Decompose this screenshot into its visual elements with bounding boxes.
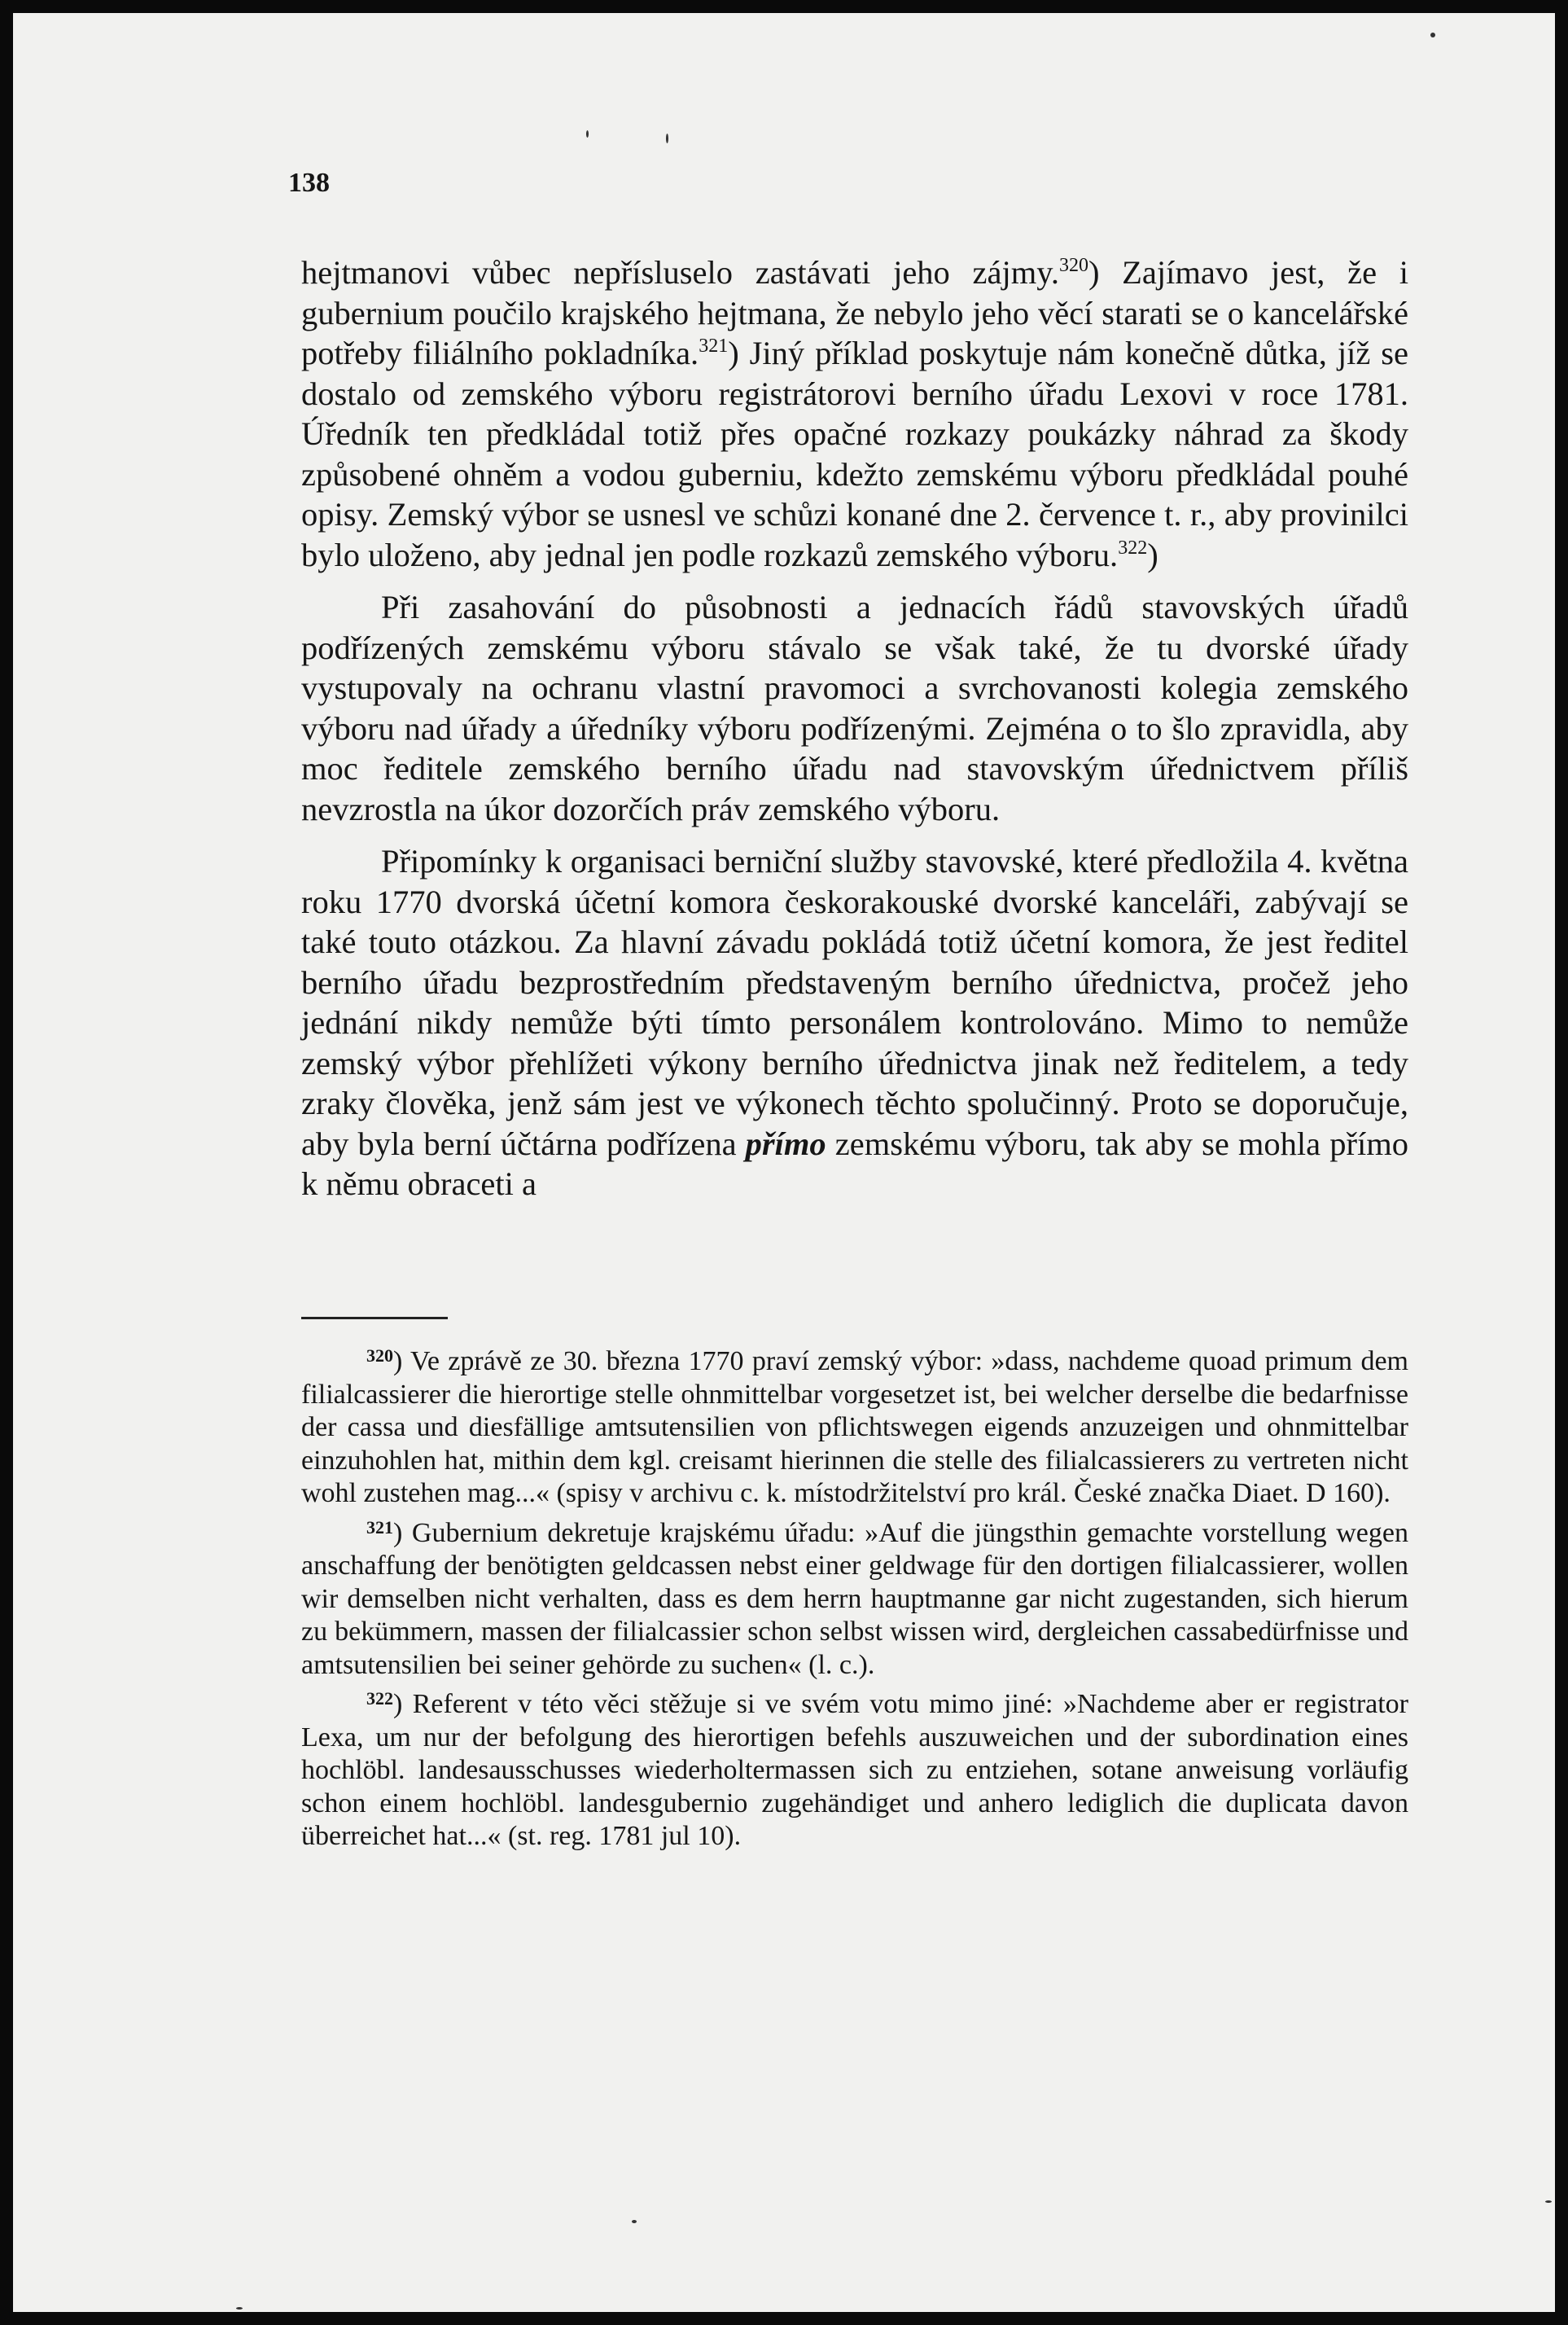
footnote-text: ) Referent v této věci stěžuje si ve svém votu mimo jiné: »Nachdeme aber er registrator Lexa, um nur der befolgung des hierortigen befehls auszuweichen und der subordination eines hochlöbl. landesausschusses wiederholtermassen sich zu entziehen, sotane anweisung vorläufig schon einem hochlöbl. landesgubernio zugehändiget und anhero lediglich die duplicata davon überreichet hat...« (st. reg. 1781 jul 10). xyxy=(301,1689,1408,1851)
footnote-ref-320: 320 xyxy=(1058,255,1088,276)
footnote-ref-322: 322 xyxy=(1118,537,1148,559)
paragraph-1-text-c: ) Jiný příklad poskytuje nám konečně důtka, jíž se dostalo od zemského výboru registrátorovi berního úřadu Lexovi v roce 1781. Úředník ten předkládal totiž přes opačné rozkazy poukázky náhrad za škody způsobené ohněm a vodou guberniu, kdežto zemskému výboru předkládal pouhé opisy. Zemský výbor se usnesl ve schůzi konané dne 2. července t. r., aby provinilci bylo uloženo, aby jednal jen podle rozkazů zemského výboru. xyxy=(301,335,1408,573)
scan-speck xyxy=(1545,2200,1552,2203)
scan-speck xyxy=(632,2220,637,2223)
footnote-text: ) Ve zprávě ze 30. března 1770 praví zemský výbor: »dass, nachdeme quoad primum dem filialcassierer die hierortige stelle ohnmittelbar vorgesetzet ist, bei welcher derselbe die bedarfnisse der cassa und diesfällige amtsutensilien von pflichtswegen eigends anzuzeigen und ohnmittelbar einzuhohlen hat, mithin dem kgl. creisamt hierinnen die stelle des filialcassierers zu vertreten nicht wohl zustehen mag...« (spisy v archivu c. k. místodržitelství pro král. České značka Diaet. D 160). xyxy=(301,1346,1408,1508)
scan-speck xyxy=(666,134,668,143)
paragraph-1 xyxy=(301,252,1408,575)
footnote-ref-321: 321 xyxy=(699,336,729,357)
paragraph-3-text-a: Připomínky k organisaci berniční služby stavovské, které předložila 4. května roku 1770 dvorská účetní komora českorakouské dvorské kanceláři, zabývají se také touto otázkou. Za hlavní závadu pokládá totiž účetní komora, že jest ředitel berního úřadu bezprostředním představeným berního úřednictva, pročež jeho jednání nikdy nemůže býti tímto personálem kontrolováno. Mimo to nemůže zemský výbor přehlížeti výkony berního úřednictva jinak než ředitelem, a tedy zraky člověka, jenž sám jest ve výkonech těchto spolučinný. Proto se doporučuje, aby byla berní účtárna podřízena xyxy=(301,843,1408,1162)
paragraph-1-text-b: ) Zajímavo jest, že i gubernium poučilo krajského hejtmana, že nebylo jeho věcí starati se o kancelářské potřeby filiálního pokladníka. xyxy=(301,254,1408,371)
footnote-321 xyxy=(301,1517,1408,1682)
footnote-320 xyxy=(301,1345,1408,1511)
footnote-mark: 320 xyxy=(366,1345,393,1366)
footnote-mark: 321 xyxy=(366,1516,393,1538)
footnotes xyxy=(301,1345,1408,1860)
emphasis-primo: přímo xyxy=(745,1125,826,1162)
footnote-separator xyxy=(301,1317,448,1319)
footnote-322 xyxy=(301,1688,1408,1853)
scan-speck xyxy=(1430,33,1435,37)
paragraph-3-text-b: zemskému výboru, tak aby se mohla přímo k němu obraceti a xyxy=(301,1125,1408,1202)
main-text xyxy=(301,252,1408,1204)
footnote-mark: 322 xyxy=(366,1688,393,1709)
footnote-text: ) Gubernium dekretuje krajskému úřadu: »Auf die jüngsthin gemachte vorstellung wegen anschaffung der benötigten geldcassen nebst einer geldwage für den dortigen filialcassierer, wollen wir demselben nicht verhalten, dass es dem herrn hauptmanne gar nicht zugestanden, sich hierum zu bekümmern, massen der filialcassier schon selbst wissen wird, dergleichen cassabedürfnisse und amtsutensilien bei seiner gehörde zu suchen« (l. c.). xyxy=(301,1517,1408,1680)
paragraph-1-text-d: ) xyxy=(1147,536,1158,573)
paragraph-3 xyxy=(301,841,1408,1204)
page-number: 138 xyxy=(288,168,330,198)
paragraph-2: Při zasahování do působnosti a jednacích řádů stavovských úřadů podřízených zemskému výboru stávalo se však také, že tu dvorské úřady vystupovaly na ochranu vlastní pravomoci a svrchovanosti kolegia zemského výboru nad úřady a úředníky výboru podřízenými. Zejména o to šlo zpravidla, aby moc ředitele zemského berního úřadu nad stavovským úřednictvem příliš nevzrostla na úkor dozorčích práv zemského výboru. xyxy=(301,589,1408,827)
scan-speck xyxy=(586,130,589,138)
scan-speck xyxy=(236,2307,243,2310)
paragraph-1-text-a: hejtmanovi vůbec nepřísluselo zastávati jeho zájmy. xyxy=(301,254,1059,291)
